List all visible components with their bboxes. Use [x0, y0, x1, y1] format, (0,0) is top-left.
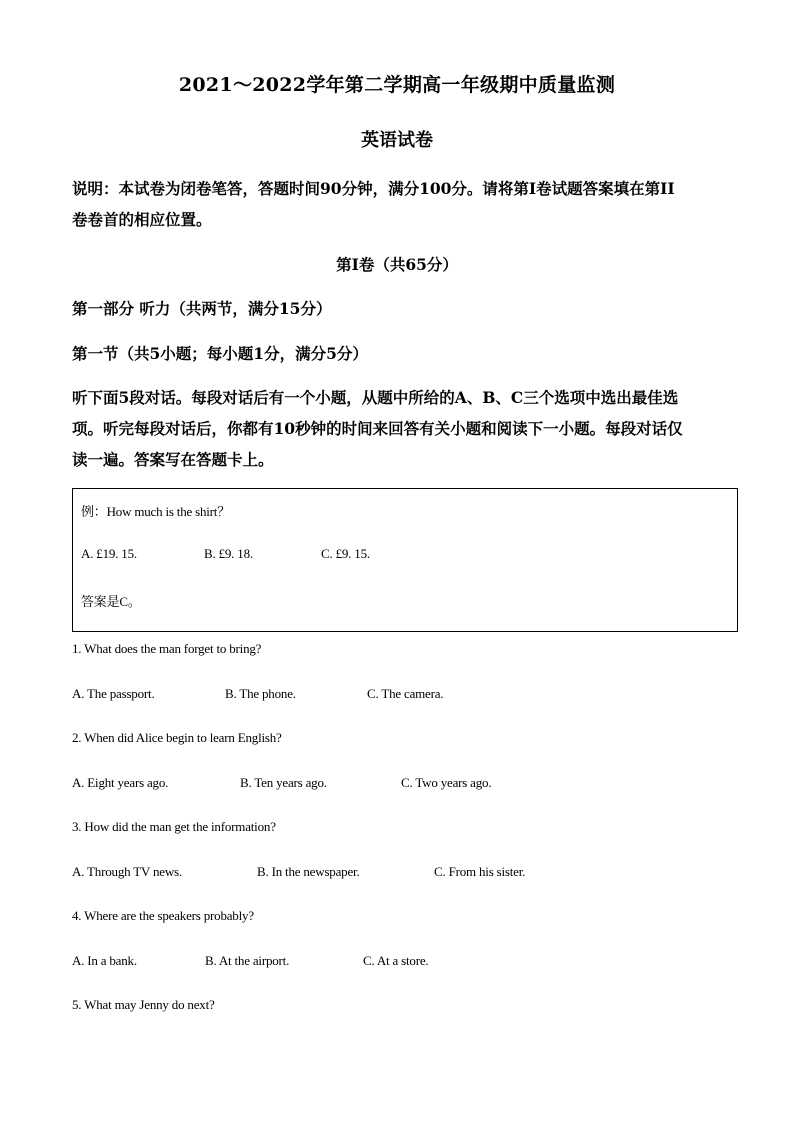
question-1-option-b: B. The phone.	[225, 686, 296, 701]
example-question: 例：How much is the shirt？	[81, 504, 231, 519]
question-1-option-c: C. The camera.	[367, 686, 444, 701]
directions-line-2: 项。听完每段对话后，你都有10秒钟的时间来回答有关小题和阅读下一小题。每段对话仅	[72, 419, 683, 438]
instructions-line-2: 卷卷首的相应位置。	[72, 210, 212, 229]
question-2-option-b: B. Ten years ago.	[240, 775, 327, 790]
example-option-b: B. £9. 18.	[204, 546, 253, 561]
exam-title: 2021～2022学年第二学期高一年级期中质量监测	[178, 74, 616, 96]
instructions-line-1: 说明：本试卷为闭卷笔答，答题时间90分钟，满分100分。请将第I卷试题答案填在第II	[72, 179, 675, 198]
section-title: 第I卷（共65分）	[336, 255, 458, 274]
question-3-option-a: A. Through TV news.	[72, 864, 182, 879]
directions-line-1: 听下面5段对话。每段对话后有一个小题，从题中所给的A、B、C三个选项中选出最佳选	[72, 388, 679, 407]
question-1-option-a: A. The passport.	[72, 686, 155, 701]
question-5-stem: 5. What may Jenny do next?	[72, 997, 215, 1012]
question-2-option-c: C. Two years ago.	[401, 775, 492, 790]
part1-title: 第一部分 听力（共两节，满分15分）	[72, 299, 332, 318]
question-4-option-c: C. At a store.	[363, 953, 429, 968]
question-3-stem: 3. How did the man get the information?	[72, 819, 276, 834]
exam-subtitle: 英语试卷	[361, 130, 433, 151]
example-answer: 答案是C。	[81, 594, 141, 609]
question-4-stem: 4. Where are the speakers probably?	[72, 908, 254, 923]
example-option-c: C. £9. 15.	[321, 546, 370, 561]
question-2-option-a: A. Eight years ago.	[72, 775, 169, 790]
directions-line-3: 读一遍。答案写在答题卡上。	[72, 450, 274, 469]
section1-title: 第一节（共5小题；每小题1分，满分5分）	[72, 344, 368, 363]
question-1-stem: 1. What does the man forget to bring?	[72, 641, 262, 656]
example-option-a: A. £19. 15.	[81, 546, 137, 561]
question-4-option-a: A. In a bank.	[72, 953, 137, 968]
question-3-option-b: B. In the newspaper.	[257, 864, 360, 879]
question-2-stem: 2. When did Alice begin to learn English?	[72, 730, 282, 745]
question-3-option-c: C. From his sister.	[434, 864, 526, 879]
question-4-option-b: B. At the airport.	[205, 953, 290, 968]
